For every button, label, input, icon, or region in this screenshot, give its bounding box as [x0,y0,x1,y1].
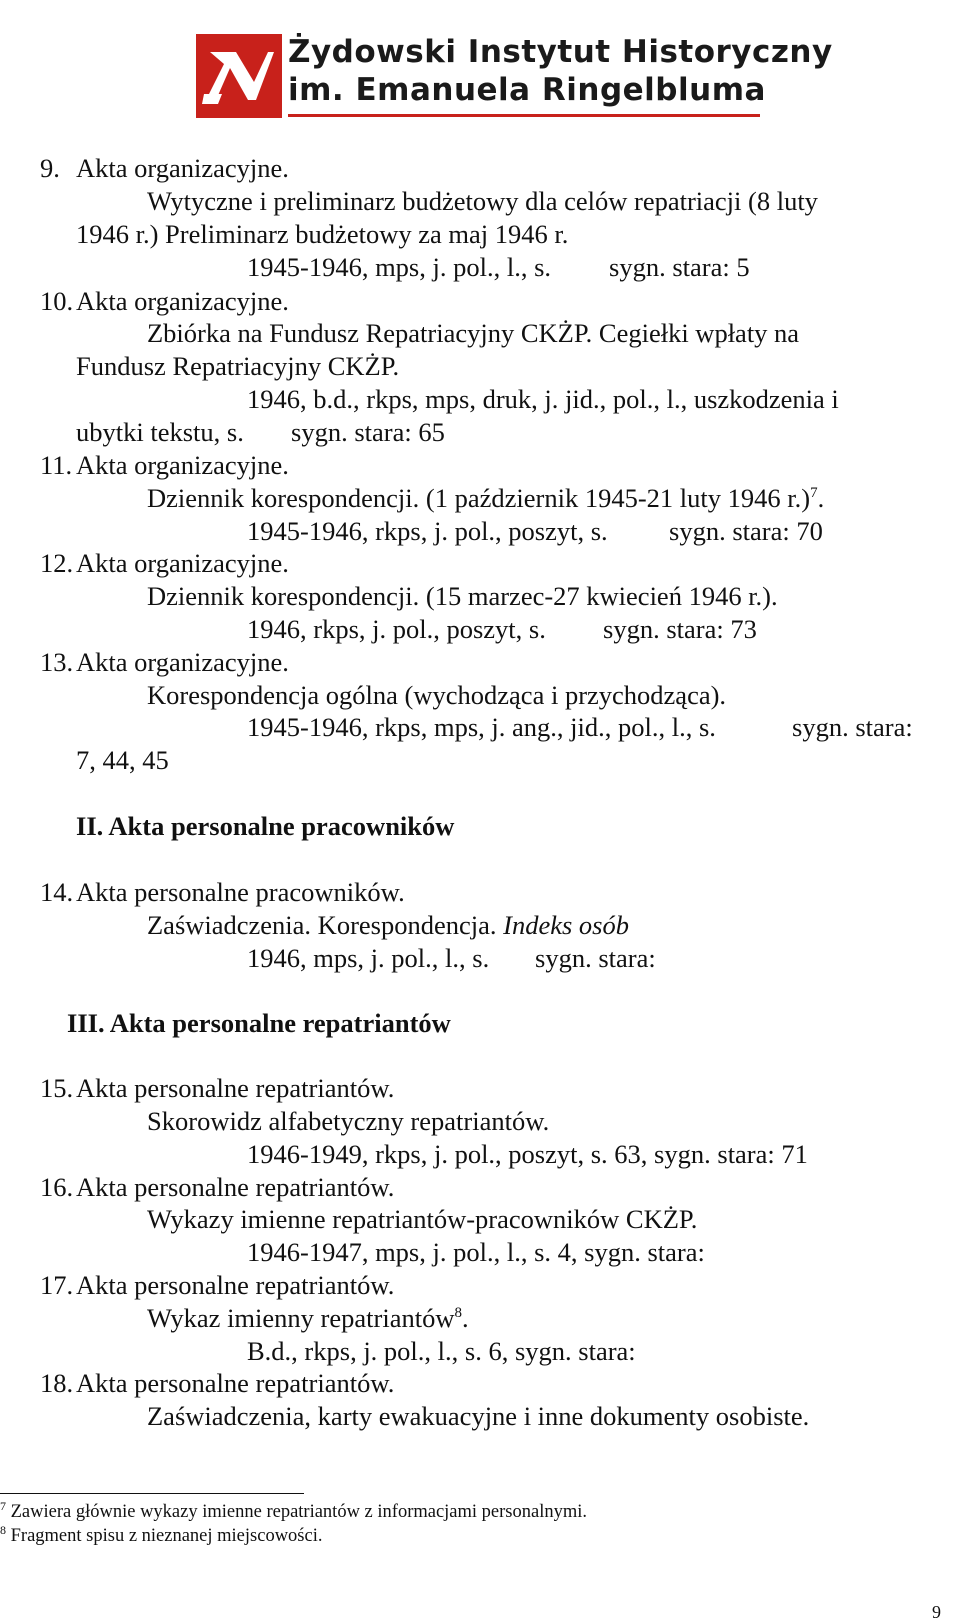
entry-13-heading: Akta organizacyjne. [76,647,289,677]
entry-17-title-text: Wykaz imienny repatriantów [147,1303,455,1333]
entry-18-title: Zaświadczenia, karty ewakuacyjne i inne dokumenty osobiste. [147,1401,810,1431]
page-number: 9 [932,1602,941,1622]
entry-13-number: 13. [40,647,74,677]
entry-13-title: Korespondencja ogólna (wychodząca i przychodząca). [147,680,727,710]
footnote-8-ref: 8 [0,1522,6,1537]
entry-13-sygn: sygn. stara: [792,712,913,742]
entry-16-heading: Akta personalne repatriantów. [76,1172,395,1202]
footnote-separator [0,1493,304,1494]
entry-17-title-after: . [461,1303,469,1333]
entry-13-sygn-cont: 7, 44, 45 [76,745,169,775]
footnote-7-text: Zawiera głównie wykazy imienne repatriantów z informacjami personalnymi. [10,1502,587,1522]
entry-14-number: 14. [40,877,74,907]
footnote-7 [0,1498,587,1523]
entry-14-title [147,910,629,940]
entry-11-number: 11. [40,450,73,480]
entry-17-title [147,1303,469,1333]
entry-10-number: 10. [40,286,74,316]
entry-15-heading: Akta personalne repatriantów. [76,1073,395,1103]
entry-18-heading: Akta personalne repatriantów. [76,1368,395,1398]
footnote-ref-7: 7 [810,485,818,502]
entry-13-details: 1945-1946, rkps, mps, j. ang., jid., pol., l., s. [247,712,716,742]
entry-11-title-text: Dziennik korespondencji. (1 październik 1945-21 luty 1946 r.) [147,483,811,513]
entry-11-title [147,483,824,513]
footnote-8-text: Fragment spisu z nieznanej miejscowości. [10,1526,323,1546]
entry-10-heading: Akta organizacyjne. [76,286,289,316]
entry-11-heading: Akta organizacyjne. [76,450,289,480]
entry-9-number: 9. [40,153,60,183]
logo-title-line2: im. Emanuela Ringelbluma [288,72,766,108]
section-heading-ii: II. Akta personalne pracowników [76,811,455,841]
section-heading-iii: III. Akta personalne repatriantów [67,1008,451,1038]
entry-14-sygn: sygn. stara: [535,943,656,973]
entry-16-details: 1946-1947, mps, j. pol., l., s. 4, sygn. stara: [247,1237,705,1267]
emblem-graphic [196,34,282,118]
entry-17-heading: Akta personalne repatriantów. [76,1270,395,1300]
entry-14-title-italic: Indeks osób [503,910,629,940]
entry-12-sygn: sygn. stara: 73 [603,614,757,644]
entry-9-heading: Akta organizacyjne. [76,153,289,183]
entry-14-heading: Akta personalne pracowników. [76,877,405,907]
entry-15-number: 15. [40,1073,74,1103]
logo-title-line1: Żydowski Instytut Historyczny [288,34,833,70]
entry-9-sygn: sygn. stara: 5 [609,252,750,282]
entry-17-details: B.d., rkps, j. pol., l., s. 6, sygn. stara: [247,1336,636,1366]
logo-underline [288,114,760,117]
entry-14-title-text: Zaświadczenia. Korespondencja. [147,910,497,940]
entry-10-details: 1946, b.d., rkps, mps, druk, j. jid., pol., l., uszkodzenia i [247,384,839,414]
entry-16-number: 16. [40,1172,74,1202]
institute-emblem [196,34,282,118]
entry-11-details: 1945-1946, rkps, j. pol., poszyt, s. [247,516,608,546]
entry-10-title-line1: Zbiórka na Fundusz Repatriacyjny CKŻP. Cegiełki wpłaty na [147,318,800,348]
entry-14-details: 1946, mps, j. pol., l., s. [247,943,490,973]
footnote-ref-8: 8 [454,1305,462,1322]
entry-16-title: Wykazy imienne repatriantów-pracowników CKŻP. [147,1204,698,1234]
entry-12-details: 1946, rkps, j. pol., poszyt, s. [247,614,546,644]
entry-9-title-line2: 1946 r.) Preliminarz budżetowy za maj 1946 r. [76,219,569,249]
entry-15-title: Skorowidz alfabetyczny repatriantów. [147,1106,550,1136]
entry-11-title-after: . [817,483,825,513]
institute-logo [196,34,833,118]
logo-text [288,34,833,118]
entry-11-sygn: sygn. stara: 70 [669,516,823,546]
entry-12-number: 12. [40,548,74,578]
footnote-8 [0,1522,323,1547]
entry-17-number: 17. [40,1270,74,1300]
entry-9-title-line1: Wytyczne i preliminarz budżetowy dla celów repatriacji (8 luty [147,186,818,216]
entry-10-sygn: sygn. stara: 65 [291,417,445,447]
entry-12-title: Dziennik korespondencji. (15 marzec-27 kwiecień 1946 r.). [147,581,778,611]
footnote-7-ref: 7 [0,1498,6,1513]
entry-10-title-line2: Fundusz Repatriacyjny CKŻP. [76,351,400,381]
entry-18-number: 18. [40,1368,74,1398]
entry-12-heading: Akta organizacyjne. [76,548,289,578]
entry-15-details: 1946-1949, rkps, j. pol., poszyt, s. 63, sygn. stara: 71 [247,1139,808,1169]
entry-10-details-cont: ubytki tekstu, s. [76,417,244,447]
entry-9-details: 1945-1946, mps, j. pol., l., s. [247,252,552,282]
